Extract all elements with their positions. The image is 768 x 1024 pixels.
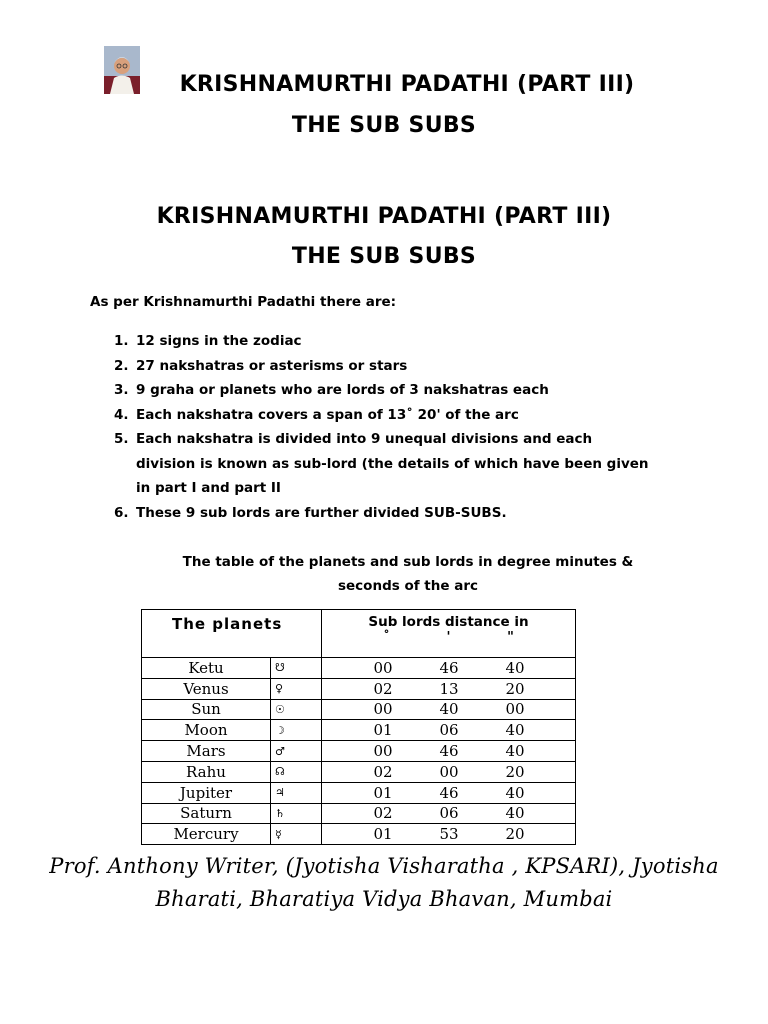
list-item-text: Each nakshatra covers a span of 13˚ 20' of the arc bbox=[136, 406, 519, 423]
degrees-value: 00 bbox=[373, 742, 393, 761]
planet-name: Saturn bbox=[142, 803, 271, 824]
table-row bbox=[142, 782, 576, 803]
table-row bbox=[142, 803, 576, 824]
table-body bbox=[142, 658, 576, 845]
second-mark: " bbox=[507, 630, 514, 645]
minutes-value: 40 bbox=[439, 700, 459, 719]
planet-symbol-icon: ♂ bbox=[271, 741, 322, 762]
table-row bbox=[142, 658, 576, 679]
planet-name: Rahu bbox=[142, 761, 271, 782]
list-item bbox=[114, 354, 654, 379]
header-planets: The planets bbox=[142, 610, 322, 658]
planet-symbol-icon: ☿ bbox=[271, 824, 322, 845]
list-item-text: 9 graha or planets who are lords of 3 nakshatras each bbox=[136, 382, 549, 398]
planet-name: Moon bbox=[142, 720, 271, 741]
list-item bbox=[114, 501, 654, 526]
table-row bbox=[142, 699, 576, 720]
unit-marks bbox=[322, 630, 575, 646]
top-title-line2: THE SUB SUBS bbox=[291, 113, 477, 138]
facts-list bbox=[114, 329, 654, 525]
degrees-value: 00 bbox=[373, 658, 393, 677]
table-caption: The table of the planets and sub lords in degree minutes & seconds of the arc bbox=[182, 554, 634, 594]
list-item-text: These 9 sub lords are further divided SUB-SUBS. bbox=[136, 504, 507, 521]
seconds-value: 20 bbox=[505, 825, 525, 844]
minutes-value: 46 bbox=[439, 742, 459, 761]
list-item bbox=[114, 378, 654, 403]
list-item bbox=[114, 427, 654, 501]
minutes-value: 06 bbox=[439, 721, 459, 740]
distance-values bbox=[322, 678, 576, 699]
seconds-value: 20 bbox=[505, 679, 525, 698]
degrees-value: 01 bbox=[373, 783, 393, 802]
header-distance bbox=[322, 610, 576, 658]
list-item-number: 1. bbox=[114, 333, 129, 349]
planet-symbol-icon: ♄ bbox=[271, 803, 322, 824]
distance-values bbox=[322, 803, 576, 824]
degree-mark: ˚ bbox=[383, 630, 390, 645]
list-item-number: 6. bbox=[114, 504, 129, 521]
seconds-value: 00 bbox=[505, 700, 525, 719]
table-row bbox=[142, 720, 576, 741]
planet-name: Mars bbox=[142, 741, 271, 762]
degrees-value: 01 bbox=[373, 721, 393, 740]
list-item-number: 5. bbox=[114, 431, 129, 447]
author-line1: Prof. Anthony Writer, (Jyotisha Visharatha , KPSARI), Jyotisha bbox=[49, 854, 719, 878]
planet-symbol-icon: ☋ bbox=[271, 658, 322, 679]
planet-name: Venus bbox=[142, 678, 271, 699]
list-item-number: 3. bbox=[114, 382, 129, 398]
seconds-value: 20 bbox=[505, 762, 525, 781]
page-title-line2: THE SUB SUBS bbox=[291, 244, 477, 269]
planet-name: Jupiter bbox=[142, 782, 271, 803]
header-distance-label: Sub lords distance in bbox=[368, 614, 529, 630]
planet-symbol-icon: ☊ bbox=[271, 761, 322, 782]
degrees-value: 01 bbox=[373, 825, 393, 844]
distance-values bbox=[322, 824, 576, 845]
list-item bbox=[114, 329, 654, 354]
planet-name: Sun bbox=[142, 699, 271, 720]
planet-symbol-icon: ♀ bbox=[271, 678, 322, 699]
seconds-value: 40 bbox=[505, 783, 525, 802]
minutes-value: 00 bbox=[439, 762, 459, 781]
planet-name: Ketu bbox=[142, 658, 271, 679]
minutes-value: 46 bbox=[439, 658, 459, 677]
distance-values bbox=[322, 782, 576, 803]
planet-symbol-icon: ☽ bbox=[271, 720, 322, 741]
distance-values bbox=[322, 658, 576, 679]
table-header-row bbox=[142, 610, 576, 658]
degrees-value: 00 bbox=[373, 700, 393, 719]
table-row bbox=[142, 741, 576, 762]
minutes-value: 06 bbox=[439, 804, 459, 823]
intro-text: As per Krishnamurthi Padathi there are: bbox=[90, 294, 397, 310]
distance-values bbox=[322, 761, 576, 782]
distance-values bbox=[322, 699, 576, 720]
seconds-value: 40 bbox=[505, 804, 525, 823]
top-title-line1: KRISHNAMURTHI PADATHI (PART III) bbox=[179, 72, 635, 97]
seconds-value: 40 bbox=[505, 658, 525, 677]
list-item bbox=[114, 403, 654, 428]
table-row bbox=[142, 761, 576, 782]
seconds-value: 40 bbox=[505, 721, 525, 740]
degrees-value: 02 bbox=[373, 804, 393, 823]
list-item-number: 2. bbox=[114, 357, 129, 374]
distance-values bbox=[322, 720, 576, 741]
degrees-value: 02 bbox=[373, 762, 393, 781]
list-item-number: 4. bbox=[114, 406, 129, 423]
minutes-value: 53 bbox=[439, 825, 459, 844]
sub-lords-table bbox=[141, 609, 576, 845]
list-item-text: 12 signs in the zodiac bbox=[136, 333, 302, 349]
degrees-value: 02 bbox=[373, 679, 393, 698]
table-row bbox=[142, 678, 576, 699]
minute-mark: ' bbox=[446, 630, 451, 645]
minutes-value: 46 bbox=[439, 783, 459, 802]
planet-symbol-icon: ☉ bbox=[271, 699, 322, 720]
planet-symbol-icon: ♃ bbox=[271, 782, 322, 803]
seconds-value: 40 bbox=[505, 742, 525, 761]
table-row bbox=[142, 824, 576, 845]
list-item-text: Each nakshatra is divided into 9 unequal divisions and each division is known as sub-lord (the details of which have been given in part I and part II bbox=[136, 431, 649, 496]
distance-values bbox=[322, 741, 576, 762]
list-item-text: 27 nakshatras or asterisms or stars bbox=[136, 357, 408, 374]
page-title-line1: KRISHNAMURTHI PADATHI (PART III) bbox=[156, 204, 612, 229]
author-line2: Bharati, Bharatiya Vidya Bhavan, Mumbai bbox=[155, 887, 613, 911]
planet-name: Mercury bbox=[142, 824, 271, 845]
minutes-value: 13 bbox=[439, 679, 459, 698]
